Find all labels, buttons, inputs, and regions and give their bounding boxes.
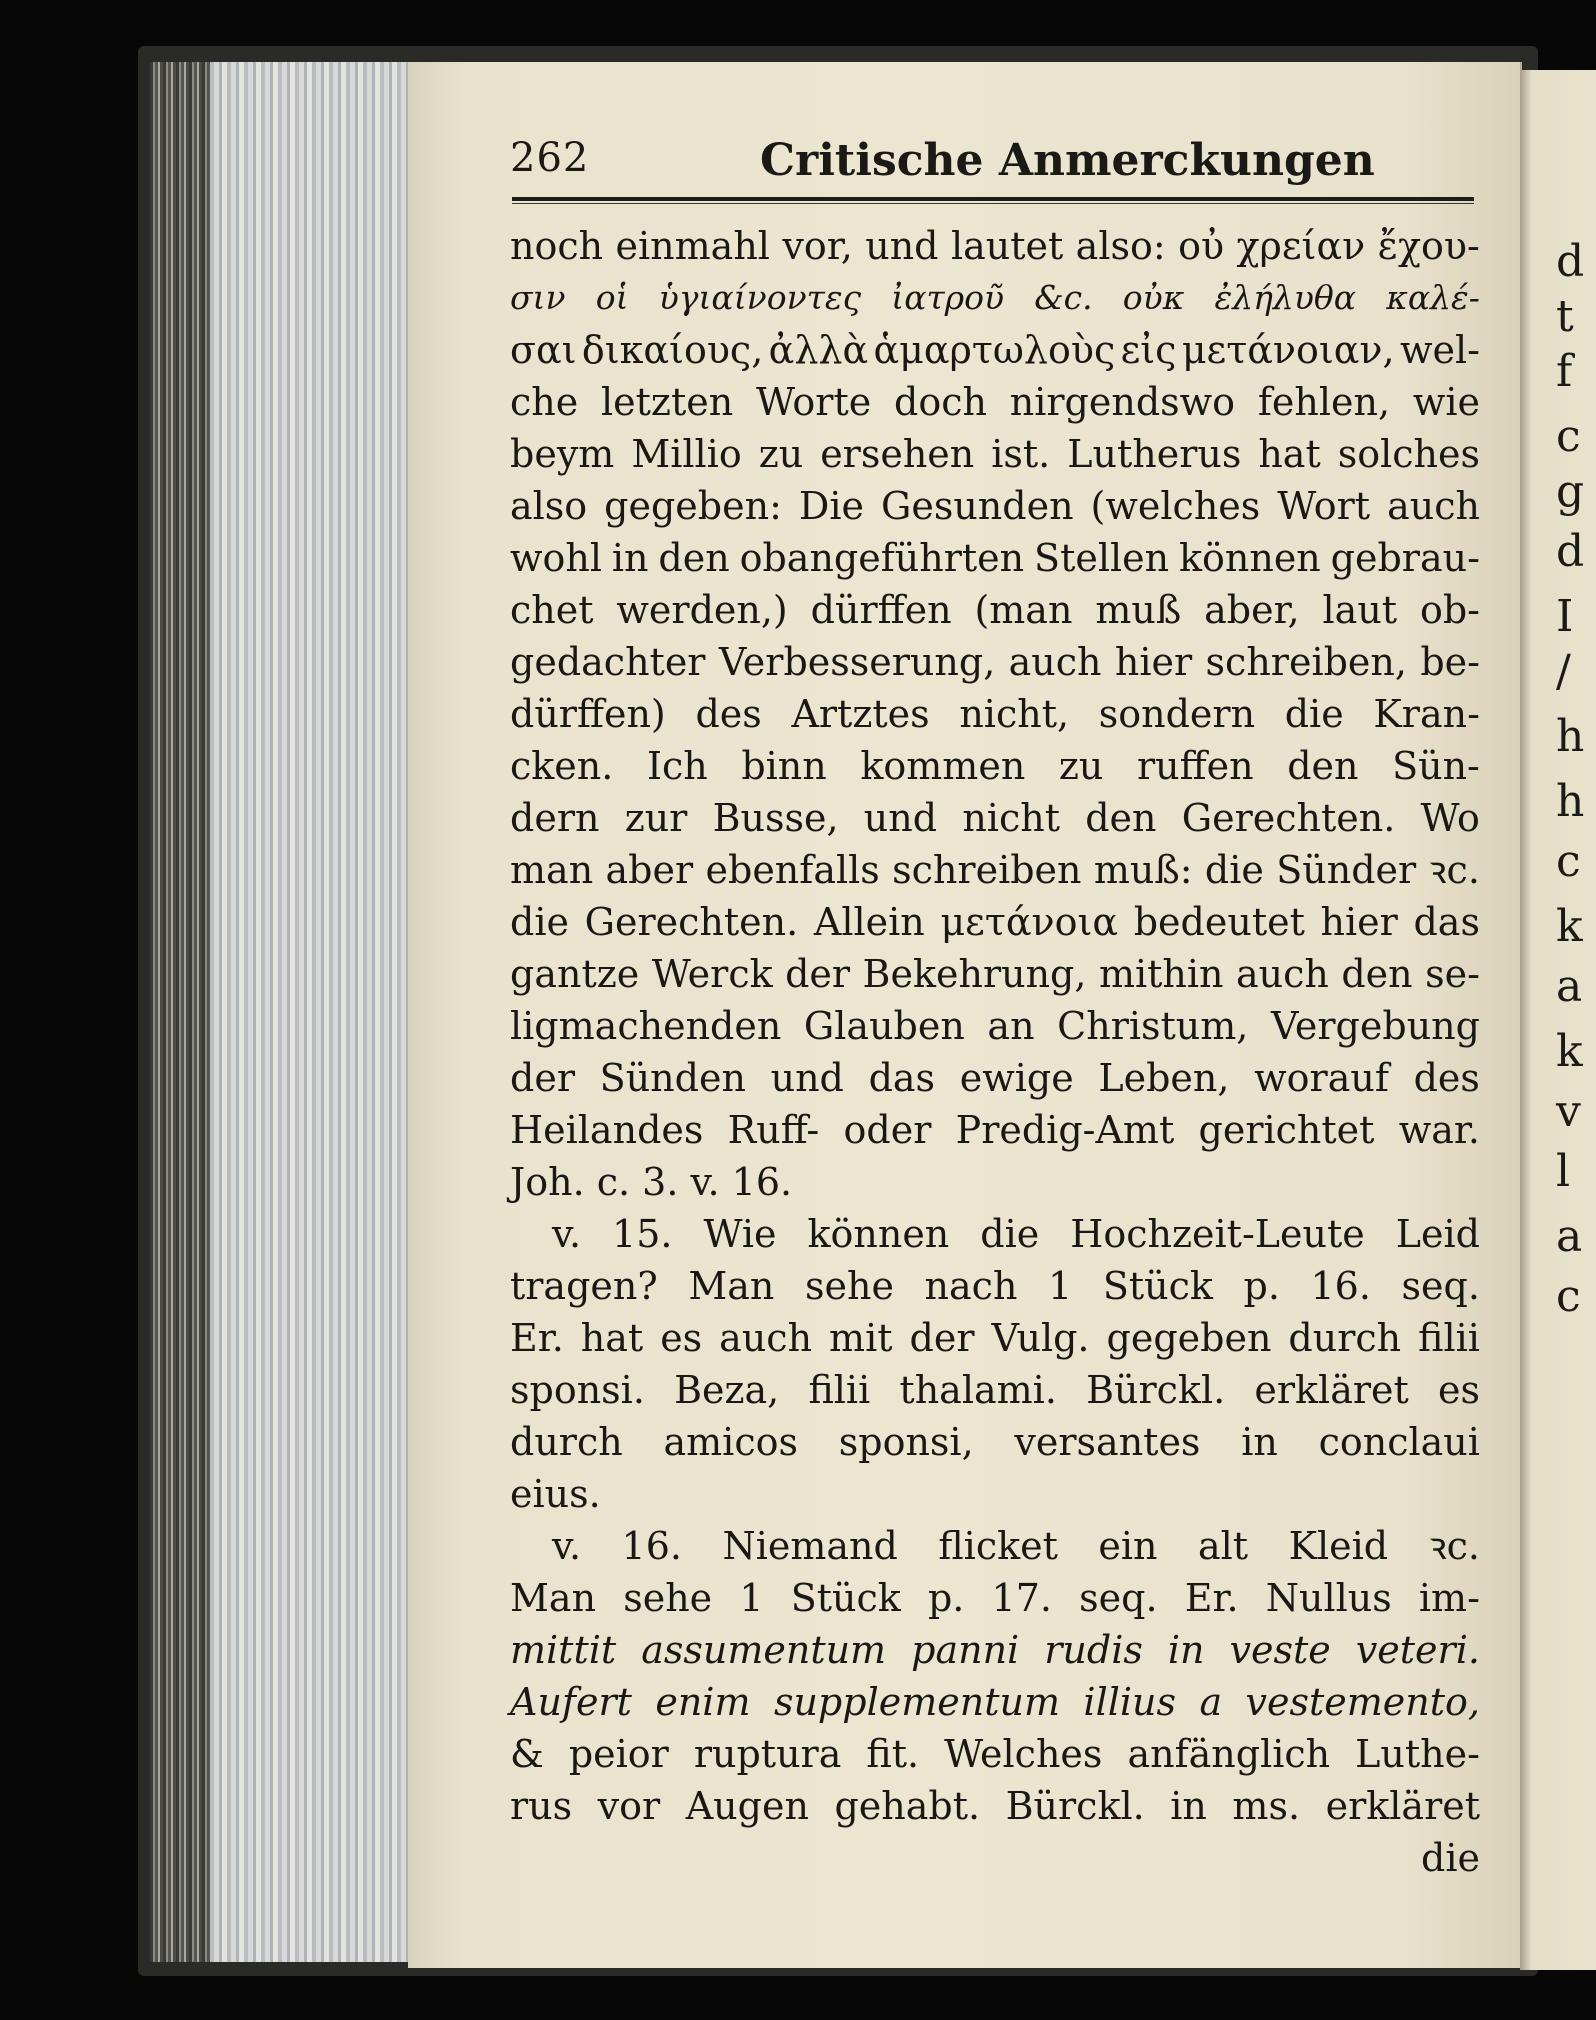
word: noch (510, 224, 604, 268)
word: können (1178, 536, 1321, 580)
word: ewige (959, 1056, 1074, 1100)
word: Werck (651, 952, 773, 996)
word: in (1241, 1420, 1278, 1464)
word: Stück (790, 1576, 901, 1620)
word: ebenfalls (705, 848, 880, 892)
word: in (611, 536, 649, 580)
word: und (865, 224, 939, 268)
word: οὐ (1178, 224, 1225, 268)
word: μετάνοιαν, (1181, 328, 1395, 372)
facing-page-letter: a (1556, 961, 1583, 1012)
text-line (510, 1156, 1480, 1208)
text-line (510, 688, 1480, 740)
word: erkläret (1325, 1784, 1480, 1828)
word: den (1341, 952, 1413, 996)
line-text: die (1421, 1836, 1480, 1880)
word: beym (510, 432, 615, 476)
facing-page-letter: c (1556, 1271, 1581, 1322)
word: se- (1425, 952, 1480, 996)
word: Gerechten. (584, 900, 799, 944)
word: ꝛc. (1428, 1524, 1480, 1568)
word: Stück (1102, 1264, 1213, 1308)
text-line (510, 1572, 1480, 1624)
word: veteri. (1355, 1628, 1480, 1672)
text-line (510, 584, 1480, 636)
text-line (510, 1364, 1480, 1416)
text-line (510, 220, 1480, 272)
word: Niemand (722, 1524, 898, 1568)
word: 16. (621, 1524, 682, 1568)
word: Man (688, 1264, 775, 1308)
word: Glauben (803, 1004, 965, 1048)
word: wohl (510, 536, 603, 580)
word: καλέ- (1386, 278, 1480, 317)
word: muß (1095, 588, 1182, 632)
text-line (510, 1000, 1480, 1052)
word: (man (974, 588, 1073, 632)
word: Hochzeit-Leute (1070, 1212, 1365, 1256)
facing-page-letter: l (1556, 1146, 1571, 1197)
facing-page-letter: d (1556, 526, 1585, 577)
word: σιν (510, 278, 566, 317)
word: auch (1235, 952, 1329, 996)
word: die (1284, 692, 1344, 736)
word: alt (1198, 1524, 1249, 1568)
text-line (510, 636, 1480, 688)
word: che (510, 380, 579, 424)
facing-page-letter: d (1556, 236, 1585, 287)
word: vor (597, 1784, 661, 1828)
word: versantes (1014, 1420, 1201, 1464)
word: den (1085, 796, 1157, 840)
word: laut (1322, 588, 1398, 632)
word: 17. (991, 1576, 1052, 1620)
word: Verbesserung, (718, 640, 996, 684)
facing-page-letter: k (1556, 901, 1583, 952)
word: Lutherus (1067, 432, 1242, 476)
word: Wort (1277, 484, 1371, 528)
word: Kran- (1373, 692, 1480, 736)
facing-page-letter: h (1556, 711, 1585, 762)
word: Gesunden (880, 484, 1074, 528)
word: zu (758, 432, 804, 476)
word: ruptura (693, 1732, 842, 1776)
word: hat (580, 1316, 644, 1360)
word: (welches (1090, 484, 1261, 528)
word: hat (1258, 432, 1321, 476)
word: erkläret (1254, 1368, 1409, 1412)
word: schreiben (892, 848, 1082, 892)
word: letzten (601, 380, 734, 424)
word: nirgendswo (1009, 380, 1236, 424)
word: Luthe- (1355, 1732, 1480, 1776)
word: auch (719, 1316, 813, 1360)
word: bedeutet (1133, 900, 1305, 944)
word: εἰς (1120, 328, 1177, 372)
facing-page-letter: h (1556, 776, 1585, 827)
text-line (510, 740, 1480, 792)
word: lautet (950, 224, 1064, 268)
word: sponsi. (510, 1368, 645, 1412)
word: 1 (739, 1576, 764, 1620)
header-rule (512, 197, 1474, 201)
text-line (510, 324, 1480, 376)
word: ruffen (1136, 744, 1254, 788)
word: Wie (703, 1212, 777, 1256)
facing-page-letter: k (1556, 1026, 1583, 1077)
word: Christum, (1057, 1004, 1249, 1048)
body-text (510, 220, 1480, 1884)
word: Heilandes (510, 1108, 704, 1152)
word: werden,) (616, 588, 788, 632)
word: die (980, 1212, 1040, 1256)
header-rule-thin (512, 203, 1474, 204)
word: solches (1337, 432, 1480, 476)
word: seq. (1079, 1576, 1158, 1620)
word: 1 (1048, 1264, 1073, 1308)
word: peior (568, 1732, 669, 1776)
text-line (510, 1416, 1480, 1468)
word: die (1204, 848, 1264, 892)
running-head: Critische Anmerckungen (760, 135, 1375, 186)
word: rudis (1044, 1628, 1143, 1672)
word: χρείαν (1236, 224, 1366, 268)
word: der (510, 1056, 575, 1100)
word: 16. (1310, 1264, 1371, 1308)
word: sehe (805, 1264, 894, 1308)
word: auch (1387, 484, 1480, 528)
facing-page-letter: c (1556, 836, 1581, 887)
word: Er. (510, 1316, 564, 1360)
word: Millio (631, 432, 742, 476)
word: ὑγιαίνοντες (658, 278, 862, 317)
word: Leid (1395, 1212, 1480, 1256)
word: Augen (685, 1784, 809, 1828)
word: gehabt. (834, 1784, 981, 1828)
word: fit. (866, 1732, 920, 1776)
word: dürffen) (510, 692, 666, 736)
word: Ruff- (727, 1108, 820, 1152)
word: illius (1083, 1680, 1177, 1724)
word: muß: (1093, 848, 1193, 892)
word: οἱ (595, 278, 629, 317)
word: a (1199, 1680, 1223, 1724)
text-line (510, 948, 1480, 1000)
word: conclaui (1318, 1420, 1480, 1464)
word: Aufert (510, 1680, 632, 1724)
text-line (510, 844, 1480, 896)
word: enim (655, 1680, 751, 1724)
facing-page-letter: t (1556, 291, 1574, 342)
word: zu (1058, 744, 1104, 788)
text-line (510, 1780, 1480, 1832)
facing-page (1520, 70, 1596, 1970)
word: doch (894, 380, 987, 424)
text-line (510, 480, 1480, 532)
word: nicht (962, 796, 1060, 840)
word: panni (911, 1628, 1020, 1672)
word: cken. (510, 744, 614, 788)
word: ms. (1232, 1784, 1301, 1828)
word: das (868, 1056, 936, 1100)
word: hier (1320, 900, 1398, 944)
word: be- (1420, 640, 1480, 684)
line-text: Joh. c. 3. v. 16. (510, 1160, 793, 1204)
word: der (909, 1316, 975, 1360)
word: flicket (938, 1524, 1058, 1568)
word: Worte (755, 380, 872, 424)
word: v. (552, 1212, 582, 1256)
word: v. (552, 1524, 582, 1568)
word: Busse, (712, 796, 839, 840)
word: Sünden (599, 1056, 746, 1100)
word: Kleid (1288, 1524, 1389, 1568)
facing-page-letter: a (1556, 1211, 1583, 1262)
word: war. (1398, 1108, 1480, 1152)
word: anfänglich (1127, 1732, 1331, 1776)
word: Er. (1184, 1576, 1239, 1620)
word: gerichtet (1198, 1108, 1375, 1152)
word: assumentum (641, 1628, 887, 1672)
word: Man (510, 1576, 597, 1620)
word: Gerechten. (1181, 796, 1396, 840)
text-line (510, 1728, 1480, 1780)
word: des (695, 692, 762, 736)
word: sehe (623, 1576, 713, 1620)
facing-page-letter: I (1556, 591, 1574, 642)
text-line (510, 428, 1480, 480)
text-line (510, 896, 1480, 948)
word: im- (1418, 1576, 1480, 1620)
line-text: eius. (510, 1472, 601, 1516)
word: dern (510, 796, 600, 840)
text-line (510, 792, 1480, 844)
text-line (510, 1104, 1480, 1156)
word: Predig-Amt (955, 1108, 1175, 1152)
word: p. (927, 1576, 965, 1620)
word: mithin (1098, 952, 1224, 996)
word: οὐκ (1122, 278, 1185, 317)
word: können (807, 1212, 950, 1256)
facing-page-letter: f (1556, 346, 1573, 397)
word: wel- (1399, 328, 1480, 372)
word: in (1167, 1628, 1205, 1672)
word: den (1287, 744, 1359, 788)
word: filii (808, 1368, 871, 1412)
page-edges-strip (210, 62, 410, 1962)
word: ἁμαρτωλοὺς (873, 328, 1116, 372)
word: gegeben (1106, 1316, 1272, 1360)
word: δικαίους, (581, 328, 764, 372)
word: des (1413, 1056, 1480, 1100)
text-line (510, 1832, 1480, 1884)
word: fehlen, (1257, 380, 1391, 424)
word: & (510, 1732, 544, 1776)
word: Leben, (1098, 1056, 1230, 1100)
facing-page-letter: c (1556, 411, 1581, 462)
word: hier (1114, 640, 1193, 684)
word: μετάνοια (940, 900, 1119, 944)
word: Beza, (674, 1368, 780, 1412)
word: die (510, 900, 569, 944)
word: zur (624, 796, 688, 840)
word: gedachter (510, 640, 706, 684)
word: veste (1229, 1628, 1331, 1672)
word: Artztes (791, 692, 930, 736)
text-line (510, 532, 1480, 584)
word: amicos (663, 1420, 798, 1464)
text-line (510, 1676, 1480, 1728)
word: dürffen (810, 588, 952, 632)
word: und (863, 796, 938, 840)
word: Sünder (1276, 848, 1417, 892)
word: &c. (1034, 278, 1093, 317)
word: chet (510, 588, 594, 632)
word: gebrau- (1330, 536, 1480, 580)
word: Ich (646, 744, 708, 788)
word: man (510, 848, 594, 892)
page-header (510, 135, 1480, 195)
text-line (510, 1208, 1480, 1260)
word: ꝛc. (1428, 848, 1480, 892)
word: Vulg. (991, 1316, 1090, 1360)
word: rus (510, 1784, 573, 1828)
word: also: (1075, 224, 1166, 268)
word: vor, (782, 224, 853, 268)
word: das (1413, 900, 1480, 944)
facing-page-letter: v (1556, 1086, 1581, 1137)
word: Die (798, 484, 864, 528)
word: also (510, 484, 588, 528)
word: ob- (1419, 588, 1480, 632)
word: tragen? (510, 1264, 658, 1308)
text-line (510, 376, 1480, 428)
word: es (660, 1316, 703, 1360)
text-line (510, 1260, 1480, 1312)
word: durch (510, 1420, 623, 1464)
word: ἔχου- (1377, 224, 1480, 268)
word: es (1437, 1368, 1480, 1412)
word: ein (1098, 1524, 1158, 1568)
word: kommen (860, 744, 1026, 788)
word: worauf (1254, 1056, 1389, 1100)
word: obangeführten (739, 536, 1025, 580)
word: nicht, (959, 692, 1070, 736)
word: Sün- (1392, 744, 1480, 788)
word: auch (1008, 640, 1102, 684)
word: Vergebung (1270, 1004, 1480, 1048)
word: seq. (1401, 1264, 1480, 1308)
word: p. (1243, 1264, 1280, 1308)
word: thalami. (899, 1368, 1057, 1412)
text-line (510, 1468, 1480, 1520)
word: sponsi, (838, 1420, 974, 1464)
word: ἰατροῦ (891, 278, 1005, 317)
facing-page-letter: / (1556, 646, 1571, 697)
word: Stellen (1034, 536, 1170, 580)
word: ἀλλὰ (768, 328, 869, 372)
word: Bürckl. (1005, 1784, 1145, 1828)
word: und (770, 1056, 844, 1100)
word: aber, (1204, 588, 1300, 632)
word: filii (1418, 1316, 1480, 1360)
word: wie (1412, 380, 1480, 424)
word: vestemento, (1245, 1680, 1480, 1724)
word: sondern (1098, 692, 1256, 736)
word: aber (605, 848, 694, 892)
word: durch (1288, 1316, 1402, 1360)
word: Welches (944, 1732, 1103, 1776)
text-line (510, 272, 1480, 324)
word: ist. (991, 432, 1051, 476)
text-line (510, 1624, 1480, 1676)
word: ἐλήλυθα (1214, 278, 1357, 317)
word: mit (829, 1316, 893, 1360)
word: gegeben: (604, 484, 782, 528)
word: Wo (1420, 796, 1480, 840)
word: ligmachenden (510, 1004, 782, 1048)
word: nach (924, 1264, 1018, 1308)
word: einmahl (615, 224, 770, 268)
word: schreiben, (1205, 640, 1407, 684)
word: der (785, 952, 851, 996)
word: mittit (510, 1628, 617, 1672)
word: binn (741, 744, 827, 788)
word: gantze (510, 952, 640, 996)
text-line (510, 1312, 1480, 1364)
word: an (987, 1004, 1035, 1048)
facing-page-letter: g (1556, 466, 1585, 517)
word: Allein (813, 900, 925, 944)
word: Nullus (1265, 1576, 1392, 1620)
word: in (1170, 1784, 1207, 1828)
text-line (510, 1520, 1480, 1572)
word: oder (843, 1108, 932, 1152)
word: supplementum (773, 1680, 1060, 1724)
word: 15. (612, 1212, 673, 1256)
word: den (658, 536, 730, 580)
page-edges (150, 62, 412, 1962)
text-line (510, 1052, 1480, 1104)
word: Bekehrung, (862, 952, 1087, 996)
word: σαι (510, 328, 577, 372)
word: Bürckl. (1086, 1368, 1226, 1412)
word: ersehen (820, 432, 975, 476)
page-number: 262 (510, 135, 590, 181)
